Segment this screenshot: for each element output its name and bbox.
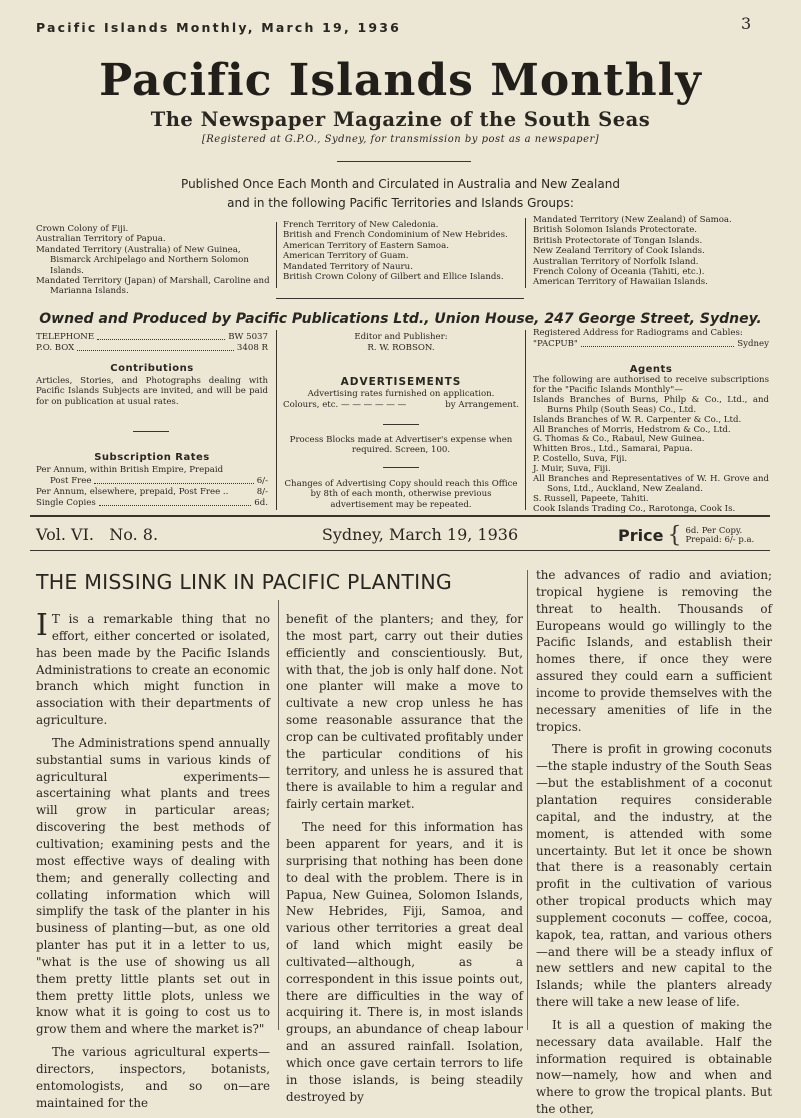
territory-item: New Zealand Territory of Cook Islands. [533,246,705,257]
territory-item: British Solomon Islands Protectorate. [533,225,698,236]
agent-item: P. Costello, Suva, Fiji. [533,454,628,465]
article-headline: THE MISSING LINK IN PACIFIC PLANTING [36,570,452,594]
article-col-1 [36,608,270,1111]
territory-item: American Territory of Eastern Samoa. [283,240,449,251]
agent-item: Whitten Bros., Ltd., Samarai, Papua. [533,444,693,455]
rate-label: Per Annum, elsewhere, prepaid, Post Free .. [36,487,229,497]
agent-item: Islands Branches of W. R. Carpenter & Co., Ltd. [533,414,742,425]
divider [337,161,471,162]
agent-item: Cook Islands Trading Co., Rarotonga, Cook Is. [533,503,736,514]
brace-icon: { [667,523,682,548]
territory-item: British and French Condominium of New Hebrides. [283,230,508,241]
radiogram-block [533,328,769,350]
subscription-rates [36,465,268,509]
column-rule [276,330,277,510]
agent-item: G. Thomas & Co., Rabaul, New Guinea. [533,434,705,445]
territory-item: British Protectorate of Tongan Islands. [533,235,703,246]
territory-item: Mandated Territory (New Zealand) of Samoa. [533,215,732,225]
page-number: 3 [741,14,752,33]
volume: Vol. VI. [36,525,94,544]
territories-col-3 [533,215,769,288]
territory-item: British Crown Colony of Gilbert and Ellice Islands. [283,272,504,283]
agents-intro: The following are authorised to receive subscriptions for the "Pacific Islands Monthly"— [533,375,769,395]
editor-label: Editor and Publisher: [354,332,448,342]
agent-item: J. Muir, Suva, Fiji. [533,464,611,475]
contributions-text: Articles, Stories, and Photographs dealing with Pacific Islands Subjects are invited, and will be paid for on publication at usual rates. [36,376,268,407]
agents-list [533,376,769,515]
volume-number [36,525,158,544]
issue-number: No. 8. [109,525,159,544]
paragraph: the advances of radio and aviation; tropical hygiene is removing the threat to health. Thousands of Europeans would go willingly to the Pacific Islands, and establish their homes there, if once they were assured they could earn a sufficient income to provide themselves with the necessary amenities of life in the tropics. [536,568,772,734]
divider [133,431,169,432]
agents-heading: Agents [629,364,673,375]
masthead-subtitle: The Newspaper Magazine of the South Seas [150,108,651,131]
price-label: Price [618,526,664,545]
paragraph: T is a remarkable thing that no effort, either concerted or isolated, has been made by the Pacific Islands Administrations to create an economic branch which might function in association with their departments of agriculture. [36,612,270,728]
published-line-2: and in the following Pacific Territories and Islands Groups: [227,196,574,210]
territories-col-2 [283,220,519,282]
column-rule [525,218,526,288]
ad-colours-label: Colours, etc. — — — — — — [283,400,407,410]
editor-block [283,332,519,354]
column-rule [527,570,528,1030]
issue-date: Sydney, March 19, 1936 [321,525,519,544]
rule-thin [30,550,770,551]
changes-note: Changes of Advertising Copy should reach this Office by 8th of each month, otherwise previous advertisement may be repeated. [284,479,518,510]
radiogram-label: Registered Address for Radiograms and Cables: [533,328,743,338]
agent-item: All Branches of Morris, Hedstrom & Co., Ltd. [533,424,731,435]
territory-item: French Colony of Oceania (Tahiti, etc.). [533,267,705,278]
ad-rate-line: Advertising rates furnished on application. [307,389,495,399]
editor-name: R. W. ROBSON. [367,343,435,353]
column-rule [276,222,277,288]
pobox-number: 3408 R [236,343,268,353]
territory-item: Crown Colony of Fiji. [36,224,129,234]
column-rule [525,330,526,510]
paragraph: There is profit in growing coconuts—the staple industry of the South Seas—but the establishment of a coconut plantation requires considerable capital, and the industry, at the moment, is attended with some uncertainty. But let it once be shown that there is a reasonably certain profit in the cultivation of various other tropical products which may supplement coconuts — coffee, cocoa, kapok, tea, rattan, and various others—and there will be a steady influx of new settlers and new capital to the Islands; while the planters already there will take a new lease of life. [536,742,772,1010]
telephone-number: BW 5037 [228,332,268,342]
masthead-title: Pacific Islands Monthly [99,55,702,106]
territory-item: American Territory of Guam. [283,251,409,262]
ad-colours-value: by Arrangement. [445,400,519,410]
advertisements-rates [283,389,519,411]
divider [276,298,524,299]
column-rule [278,600,279,1030]
contributions-heading: Contributions [110,363,194,374]
divider [383,424,419,425]
rate-value: 6/- [256,476,268,486]
agent-item: All Branches and Representatives of W. H. Grove and Sons, Ltd., Auckland, New Zealand. [533,474,769,494]
rate-value: 8/- [256,487,268,497]
radiogram-code: "PACPUB" [533,339,578,349]
price-details: 6d. Per Copy. Prepaid: 6/- p.a. [685,525,755,545]
paragraph: It is all a question of making the necessary data available. Half the information required is obtainable now—namely, how and when and where to grow the tropical plants. But the other, [536,1017,772,1117]
territory-item: French Territory of New Caledonia. [283,220,439,230]
territory-item: Mandated Territory (Japan) of Marshall, Caroline and Marianna Islands. [36,276,270,297]
rate-label: Per Annum, within British Empire, Prepaid [36,465,224,475]
paragraph: The Administrations spend annually substantial sums in various kinds of agricultural experiments—ascertaining what plants and trees will grow in particular areas; discovering the best methods of cultivation; examining pests and the most effective ways of dealing with them; and generally collecting and collating information which will simplify the task of the planter in his business of planting—but, as one old planter has put it in a letter to us, "what is the use of showing us all them pretty little plants set out in them pretty little plots, unless we know what it is going to cost us to grow them and where the market is?" [36,735,270,1037]
pobox-label: P.O. BOX [36,343,75,353]
telephone-label: TELEPHONE [36,332,95,342]
rate-label: Single Copies [36,498,96,508]
territory-item: Australian Territory of Papua. [36,234,166,245]
agent-item: S. Russell, Papeete, Tahiti. [533,493,649,504]
rule-thick [30,515,770,517]
article-col-2 [286,611,523,1105]
territory-item: Mandated Territory (Australia) of New Guinea, Bismarck Archipelago and Northern Solomon Islands. [36,244,249,276]
advertisements-heading: ADVERTISEMENTS [340,376,462,388]
rate-value: 6d. [254,498,268,508]
paragraph: The various agricultural experts—directors, inspectors, botanists, entomologists, and so on—are maintained for the [36,1045,270,1110]
territory-item: Mandated Territory of Nauru. [283,261,413,272]
price-block [618,523,754,548]
article-col-3 [536,567,772,1118]
dropcap: I [36,608,48,643]
territory-item: Australian Territory of Norfolk Island. [533,256,699,267]
registered-note: [Registered at G.P.O., Sydney, for transmission by post as a newspaper] [201,134,600,145]
rate-label: Post Free [50,476,92,486]
paragraph: benefit of the planters; and they, for the most part, carry out their duties efficiently and conscientiously. But, with that, the job is only half done. Not one planter will make a move to cultivate a new crop unless he has some reasonable assurance that the crop can be cultivated profitably under the particular conditions of his territory, and unless he is assured that there is available to him a regular and fairly certain market. [286,612,523,812]
agent-item: Islands Branches of Burns, Philp & Co., Ltd., and Burns Philp (South Seas) Co., Ltd. [533,394,769,415]
territory-item: American Territory of Hawaiian Islands. [533,277,708,288]
running-title: Pacific Islands Monthly, March 19, 1936 [36,20,402,35]
published-line-1: Published Once Each Month and Circulated in Australia and New Zealand [181,177,620,191]
territories-col-1 [36,224,272,297]
owned-by-line: Owned and Produced by Pacific Publications Ltd., Union House, 247 George Street, Sydney. [39,311,762,327]
paragraph: The need for this information has been apparent for years, and it is surprising that nothing has been done to deal with the problem. There is in Papua, New Guinea, Solomon Islands, New Hebrides, Fiji, Samoa, and various other territories a great deal of land which might easily be cultivated—although, as a correspondent in this issue points out, there are difficulties in the way of acquiring it. There is, in most islands groups, an abundance of cheap labour and an assured rainfall. Isolation, which once gave certain terrors to life in those islands, is being steadily destroyed by [286,820,523,1104]
process-blocks-note: Process Blocks made at Advertiser's expense when required. Screen, 100. [289,435,513,456]
radiogram-city: Sydney [737,339,769,349]
subscription-heading: Subscription Rates [94,452,210,463]
contact-block [36,332,268,354]
divider [383,467,419,468]
